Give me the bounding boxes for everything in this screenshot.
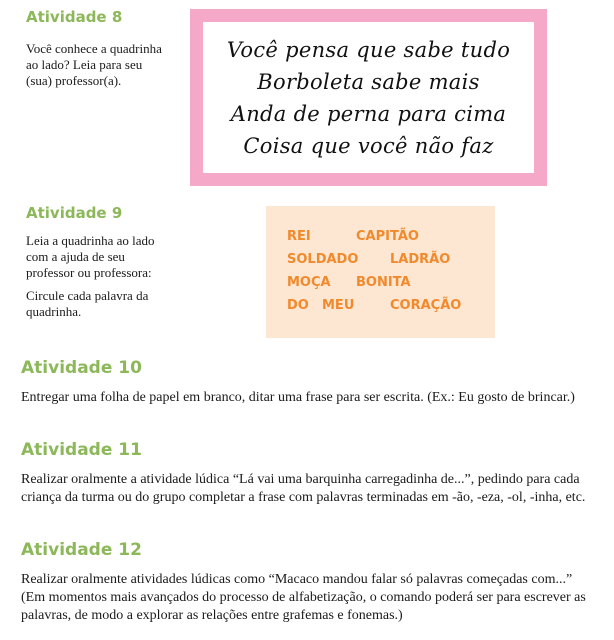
word-moca[interactable]: MOÇA: [287, 275, 331, 290]
activity-9-text-line-2: com a ajuda de seu: [26, 249, 125, 264]
word-box: [266, 206, 495, 338]
activity-10-title: Atividade 10: [21, 358, 142, 378]
activity-11-text: Realizar oralmente a atividade lúdica “Lá vai uma barquinha carregadinha de...”, pedindo para cada criança da turma ou do grupo completar a frase com palavras terminadas em -ão, -eza, -ol, -inha, etc.: [21, 472, 586, 505]
activity-9-instruction-line-1: Circule cada palavra da: [26, 288, 149, 303]
activity-9-instruction-line-2: quadrinha.: [26, 304, 82, 319]
quadrinha-frame: [190, 9, 547, 186]
activity-8-text-line-2: ao lado? Leia para seu: [26, 57, 143, 72]
activity-8-title: Atividade 8: [26, 8, 123, 26]
quadrinha-card: [203, 22, 534, 173]
activity-9-text-line-3: professor ou professora:: [26, 265, 152, 280]
poem-line-4: Coisa que você não faz: [243, 133, 494, 158]
word-soldado[interactable]: SOLDADO: [287, 252, 359, 267]
word-rei[interactable]: REI: [287, 229, 311, 244]
word-do[interactable]: DO: [287, 298, 309, 313]
activity-8-text-line-1: Você conhece a quadrinha: [26, 41, 162, 56]
poem-line-2: Borboleta sabe mais: [257, 69, 480, 94]
activity-9-title: Atividade 9: [26, 204, 123, 222]
activity-10-text: Entregar uma folha de papel em branco, ditar uma frase para ser escrita. (Ex.: Eu gosto de brincar.): [21, 390, 575, 405]
word-bonita[interactable]: BONITA: [356, 275, 411, 290]
activity-8-text-line-3: (sua) professor(a).: [26, 73, 122, 88]
word-capitao[interactable]: CAPITÃO: [356, 229, 419, 244]
activity-11-title: Atividade 11: [21, 440, 142, 460]
poem-line-3: Anda de perna para cima: [230, 101, 507, 126]
word-meu[interactable]: MEU: [322, 298, 355, 313]
activity-12-text: Realizar oralmente atividades lúdicas como “Macaco mandou falar só palavras começadas com...” (Em momentos mais avançados do processo de alfabetização, o comando poderá ser para escrever as palavras, de modo a explorar as relações entre grafemas e fonemas.): [21, 572, 586, 623]
activity-12-title: Atividade 12: [21, 540, 142, 560]
word-ladrao[interactable]: LADRÃO: [390, 252, 451, 267]
poem-line-1: Você pensa que sabe tudo: [226, 37, 511, 62]
word-coracao[interactable]: CORAÇÃO: [390, 298, 462, 313]
activity-9-text-line-1: Leia a quadrinha ao lado: [26, 233, 155, 248]
